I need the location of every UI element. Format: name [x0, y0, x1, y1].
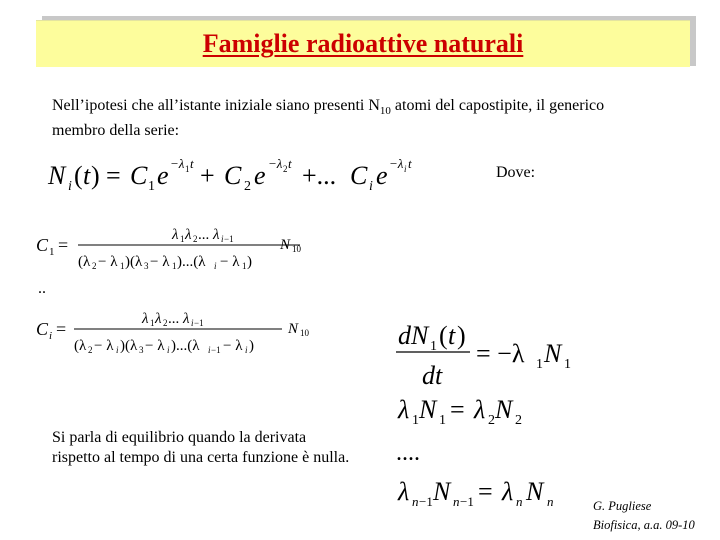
svg-text:−λ: −λ: [268, 156, 283, 171]
formula-eq1: [390, 390, 550, 430]
svg-text:e: e: [157, 161, 169, 190]
svg-text:): ): [247, 254, 252, 270]
svg-text:i: i: [191, 318, 194, 328]
title-box: [36, 20, 690, 67]
svg-text:2: 2: [283, 164, 288, 174]
svg-text:...: ...: [198, 227, 210, 243]
svg-text:λ: λ: [213, 227, 220, 243]
svg-text:....: ....: [396, 440, 420, 466]
svg-text:N: N: [419, 395, 437, 424]
svg-text:)(λ: )(λ: [120, 338, 138, 354]
svg-text:t: t: [408, 156, 412, 171]
svg-text:λ: λ: [502, 477, 514, 506]
svg-text:2: 2: [163, 318, 168, 328]
svg-text:2: 2: [515, 413, 522, 428]
svg-text:)...(λ: )...(λ: [177, 254, 206, 270]
svg-text:e: e: [254, 161, 266, 190]
svg-text:1: 1: [242, 261, 247, 271]
svg-text:λ: λ: [398, 477, 410, 506]
svg-text:=: =: [106, 161, 121, 190]
intro-paragraph: [52, 96, 692, 141]
svg-text:1: 1: [172, 261, 177, 271]
svg-text:i: i: [245, 345, 248, 355]
svg-text:i: i: [167, 345, 170, 355]
svg-text:2: 2: [244, 179, 251, 194]
svg-text:N: N: [48, 161, 66, 190]
svg-text:=: =: [450, 395, 465, 424]
svg-text:1: 1: [148, 179, 155, 194]
svg-text:...: ...: [168, 311, 180, 327]
svg-text:2: 2: [488, 413, 495, 428]
svg-text:1: 1: [150, 318, 155, 328]
svg-text:1: 1: [120, 261, 125, 271]
svg-text:λ: λ: [183, 311, 190, 327]
svg-text:= −λ: = −λ: [476, 339, 525, 368]
svg-text:i: i: [49, 330, 53, 342]
intro-text-1: Nell’ipotesi che all’istante iniziale siano presenti N: [52, 97, 380, 114]
svg-text:N: N: [495, 395, 513, 424]
svg-text:1: 1: [536, 357, 543, 372]
svg-text:i: i: [404, 164, 407, 174]
svg-text:−1: −1: [460, 494, 474, 509]
formula-ni: [40, 150, 430, 200]
svg-text:=: =: [478, 477, 493, 506]
svg-text:dt: dt: [422, 361, 443, 390]
svg-text:1: 1: [430, 339, 437, 354]
svg-text:)(λ: )(λ: [125, 254, 143, 270]
slide-title: Famiglie radioattive naturali: [202, 29, 524, 58]
svg-text:N: N: [280, 237, 291, 253]
svg-text:n: n: [547, 494, 554, 509]
svg-text:t: t: [83, 161, 91, 190]
svg-text:C: C: [36, 235, 49, 255]
svg-text:−1: −1: [194, 318, 204, 328]
formula-derivative: [390, 312, 590, 392]
svg-text:2: 2: [193, 234, 198, 244]
intro-text-2: atomi del capostipite, il generico: [390, 97, 605, 114]
svg-text:N: N: [288, 321, 299, 337]
svg-text:1: 1: [412, 413, 419, 428]
svg-text:−1: −1: [419, 494, 433, 509]
svg-text:1: 1: [185, 164, 190, 174]
svg-text:N: N: [544, 339, 562, 368]
svg-text:10: 10: [300, 328, 309, 338]
svg-text:2: 2: [92, 261, 97, 271]
svg-text:−λ: −λ: [389, 156, 404, 171]
svg-text:i: i: [116, 345, 119, 355]
credit-course: Biofisica, a.a. 09-10: [593, 518, 695, 532]
svg-text:(λ: (λ: [74, 338, 87, 354]
svg-text:dN: dN: [398, 321, 429, 350]
svg-text:C: C: [36, 319, 49, 339]
svg-text:(: (: [439, 321, 448, 350]
svg-text:e: e: [376, 161, 388, 190]
svg-text:)...(λ: )...(λ: [171, 338, 200, 354]
equilibrium-text: Si parla di equilibrio quando la derivata rispetto al tempo di una certa funzione è nulla.: [52, 429, 350, 466]
svg-text:1: 1: [180, 234, 185, 244]
svg-text:t: t: [288, 156, 292, 171]
svg-text:− λ: − λ: [98, 254, 118, 270]
svg-text:N: N: [526, 477, 544, 506]
svg-text:): ): [249, 338, 254, 354]
svg-text:3: 3: [139, 345, 144, 355]
svg-text:− λ: − λ: [150, 254, 170, 270]
svg-text:n: n: [453, 494, 460, 509]
svg-text:−1: −1: [211, 345, 221, 355]
svg-text:): ): [91, 161, 100, 190]
svg-text:C: C: [224, 161, 242, 190]
svg-text:(: (: [74, 161, 83, 190]
credit-author: G. Pugliese: [593, 499, 652, 513]
svg-text:1: 1: [439, 413, 446, 428]
svg-text:λ: λ: [172, 227, 179, 243]
intro-subscript: 10: [379, 105, 391, 118]
svg-text:− λ: − λ: [94, 338, 114, 354]
svg-text:n: n: [516, 494, 523, 509]
svg-text:i: i: [214, 261, 217, 271]
svg-text:2: 2: [88, 345, 93, 355]
svg-text:3: 3: [144, 261, 149, 271]
svg-text:t: t: [448, 321, 456, 350]
svg-text:C: C: [350, 161, 368, 190]
svg-text:λ: λ: [398, 395, 410, 424]
svg-text:− λ: − λ: [223, 338, 243, 354]
svg-text:i: i: [221, 234, 224, 244]
svg-text:1: 1: [564, 357, 571, 372]
intro-text-3: membro della serie:: [52, 122, 180, 140]
formula-ci: [30, 302, 330, 362]
formula-eq-n: [390, 470, 580, 515]
svg-text:− λ: − λ: [220, 254, 240, 270]
svg-text:i: i: [68, 179, 72, 194]
svg-text:λ: λ: [185, 227, 192, 243]
svg-text:− λ: − λ: [145, 338, 165, 354]
svg-text:λ: λ: [142, 311, 149, 327]
svg-text:1: 1: [49, 246, 55, 258]
svg-text:t: t: [190, 156, 194, 171]
svg-text:−1: −1: [224, 234, 234, 244]
svg-text:−λ: −λ: [170, 156, 185, 171]
svg-text:): ): [457, 321, 466, 350]
svg-text:λ: λ: [474, 395, 486, 424]
svg-text:i: i: [208, 345, 211, 355]
svg-text:+: +: [200, 161, 215, 190]
svg-text:=: =: [56, 319, 67, 339]
svg-text:+...: +...: [302, 161, 337, 190]
svg-text:=: =: [58, 235, 69, 255]
svg-text:n: n: [412, 494, 419, 509]
formula-dots: [390, 440, 450, 470]
credit: [593, 497, 695, 535]
ellipsis-label: ..: [38, 280, 46, 297]
svg-text:λ: λ: [155, 311, 162, 327]
svg-text:(λ: (λ: [78, 254, 91, 270]
svg-text:C: C: [130, 161, 148, 190]
svg-text:N: N: [433, 477, 451, 506]
svg-text:i: i: [369, 179, 373, 194]
dove-label: Dove:: [496, 164, 536, 181]
svg-text:10: 10: [292, 244, 301, 254]
formula-c1: [30, 218, 320, 278]
